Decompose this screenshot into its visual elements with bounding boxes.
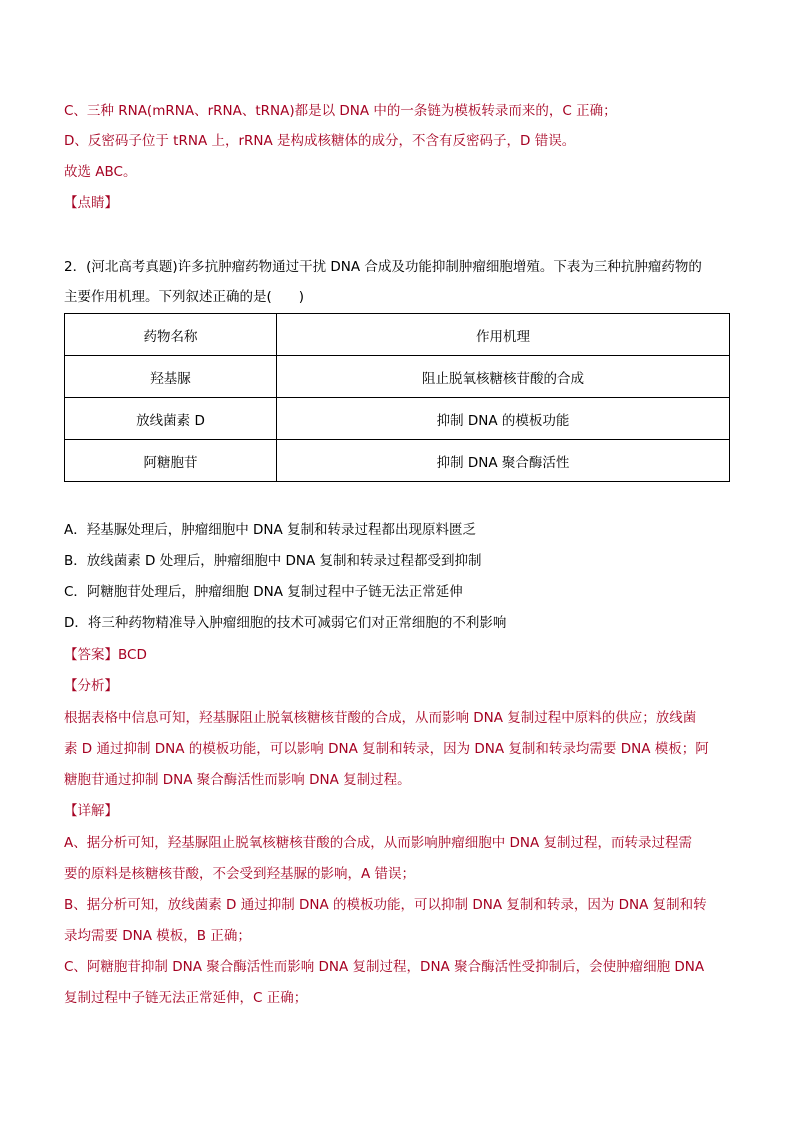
analysis-line-2: 素 D 通过抑制 DNA 的模板功能，可以影响 DNA 复制和转录，因为 DNA 复制和转录均需要 DNA 模板；阿 <box>64 741 709 757</box>
detail-line-3: B、据分析可知，放线菌素 D 通过抑制 DNA 的模板功能，可以抑制 DNA 复制和转录，因为 DNA 复制和转 <box>64 897 707 913</box>
prev-option-c: C、三种 RNA(mRNA、rRNA、tRNA)都是以 DNA 中的一条链为模板转录而来的，C 正确； <box>64 103 617 119</box>
prev-option-d: D、反密码子位于 tRNA 上，rRNA 是构成核糖体的成分，不含有反密码子，D 错误。 <box>64 133 576 149</box>
drug-mechanism-table <box>64 313 730 482</box>
detail-label: 【详解】 <box>64 803 118 819</box>
table-row <box>65 398 730 440</box>
option-a: A．羟基脲处理后，肿瘤细胞中 DNA 复制和转录过程都出现原料匮乏 <box>64 522 477 538</box>
table-cell-mechanism: 抑制 DNA 的模板功能 <box>277 398 730 440</box>
answer-label: 【答案】 <box>64 647 118 663</box>
detail-line-5: C、阿糖胞苷抑制 DNA 聚合酶活性而影响 DNA 复制过程，DNA 聚合酶活性受抑制后，会使肿瘤细胞 DNA <box>64 959 705 975</box>
dianjing-label: 【点睛】 <box>64 195 118 211</box>
answer-value: BCD <box>118 647 147 663</box>
option-b: B．放线菌素 D 处理后，肿瘤细胞中 DNA 复制和转录过程都受到抑制 <box>64 553 482 569</box>
question-stem-line1: 2．(河北高考真题)许多抗肿瘤药物通过干扰 DNA 合成及功能抑制肿瘤细胞增殖。下表为三种抗肿瘤药物的 <box>64 259 702 275</box>
option-d: D．将三种药物精准导入肿瘤细胞的技术可减弱它们对正常细胞的不利影响 <box>64 615 507 631</box>
detail-line-6: 复制过程中子链无法正常延伸，C 正确； <box>64 990 308 1006</box>
table-cell-mechanism: 阻止脱氧核糖核苷酸的合成 <box>277 356 730 398</box>
detail-line-1: A、据分析可知，羟基脲阻止脱氧核糖核苷酸的合成，从而影响肿瘤细胞中 DNA 复制过程，而转录过程需 <box>64 835 693 851</box>
table-header-cell: 药物名称 <box>65 314 277 356</box>
answer-line <box>64 645 147 665</box>
analysis-line-1: 根据表格中信息可知，羟基脲阻止脱氧核糖核苷酸的合成，从而影响 DNA 复制过程中原料的供应；放线菌 <box>64 710 697 726</box>
detail-line-2: 要的原料是核糖核苷酸，不会受到羟基脲的影响，A 错误； <box>64 866 416 882</box>
option-c: C．阿糖胞苷处理后，肿瘤细胞 DNA 复制过程中子链无法正常延伸 <box>64 584 463 600</box>
table-cell-drug: 放线菌素 D <box>65 398 277 440</box>
table-cell-mechanism: 抑制 DNA 聚合酶活性 <box>277 440 730 482</box>
prev-choose: 故选 ABC。 <box>64 164 137 180</box>
analysis-label: 【分析】 <box>64 678 118 694</box>
table-cell-drug: 羟基脲 <box>65 356 277 398</box>
table-header-row <box>65 314 730 356</box>
table-row <box>65 356 730 398</box>
table-row <box>65 440 730 482</box>
question-stem-line2: 主要作用机理。下列叙述正确的是( ) <box>64 289 305 305</box>
table-header-cell: 作用机理 <box>277 314 730 356</box>
detail-line-4: 录均需要 DNA 模板，B 正确； <box>64 928 251 944</box>
analysis-line-3: 糖胞苷通过抑制 DNA 聚合酶活性而影响 DNA 复制过程。 <box>64 772 411 788</box>
table-cell-drug: 阿糖胞苷 <box>65 440 277 482</box>
